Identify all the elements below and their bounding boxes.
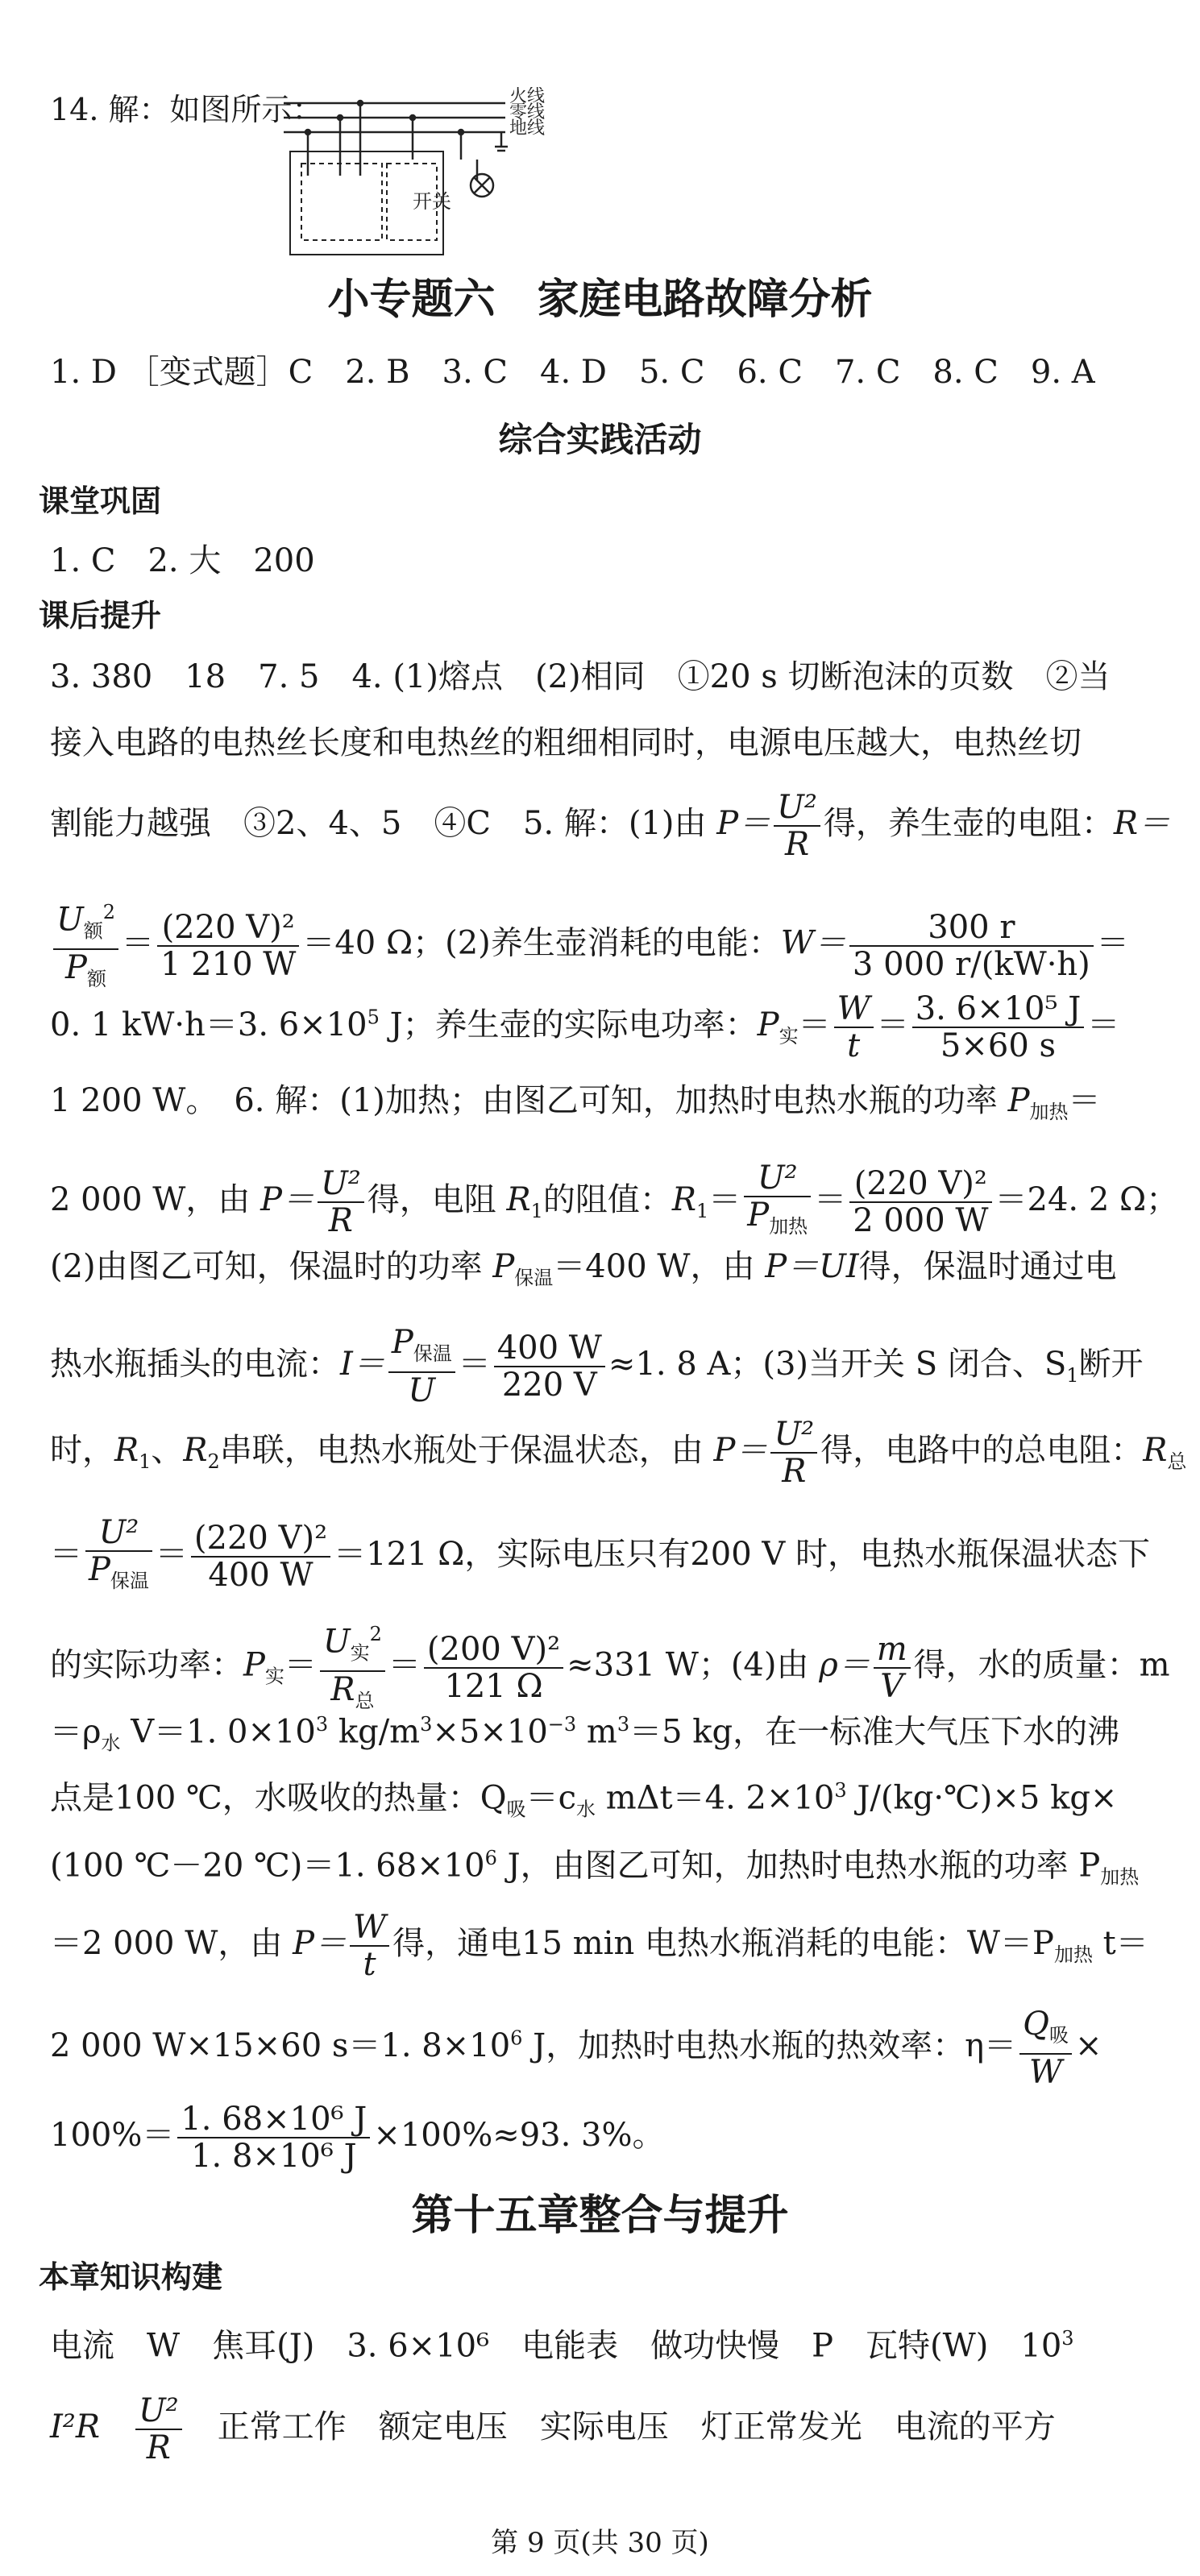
- topic6-answers: 1. D ［变式题］C 2. B 3. C 4. D 5. C 6. C 7. C 8. C 9. A: [50, 354, 1095, 391]
- circuit-diagram: [284, 87, 574, 260]
- line-10: 时，$R_1$、$R_2$串联，电热水瓶处于保温状态，由 P＝ $\frac{\text{U²}}{R}$ 得，电路中的总电阻：$R_总$: [50, 1416, 1187, 1490]
- knowledge-row-1: 电流 W 焦耳(J) 3. 6×10⁶ 电能表 做功快慢 P 瓦特(W) $10^3$: [50, 2327, 1074, 2365]
- after-label: 课后提升: [39, 598, 162, 633]
- activity-title: 综合实践活动: [498, 420, 702, 459]
- line-2: 接入电路的电热丝长度和电热丝的粗细相同时，电源电压越大，电热丝切: [50, 724, 1082, 761]
- line-17: 2 000 W×15×60 s＝1. $8\times 10^6$ J，加热时电热水瓶的热效率：η＝ $\frac{Q_吸}{W}$ ×: [50, 2006, 1102, 2091]
- line-5: 0. 1 kW·h＝3. $6\times 10^5$ J；养生壶的实际电功率：$P_实=$ $\frac{W}{t}$ ＝ $\frac{\text{3. 6×10⁵ J}}{5\times 60 s}$ ＝: [50, 990, 1120, 1064]
- neutral-label: 零线: [509, 102, 546, 122]
- line-12: 的实际功率：$P_实=$ $\frac{U_实^2}{R_总}$ ＝ $\frac{\text{(200 V)²}}{121 \Omega}$ ≈331 W；(4)由 ρ＝ $\frac{m}{V}$ 得，水的质量：m: [50, 1616, 1170, 1719]
- page-footer: 第 9 页(共 30 页): [491, 2527, 709, 2559]
- line-1: 3. 380 18 7. 5 4. (1)熔点 (2)相同 ①20 s 切断泡沫的页数 ②当: [50, 658, 1111, 695]
- line-4: $\frac{U_额^2}{P_额}$ ＝ $\frac{\text{(220 V)²}}{1 210 W}$ ＝40 Ω；(2)养生壶消耗的电能：W＝ $\frac{300 r}{3 000 r/(kW\cdot h)}$ ＝: [50, 894, 1129, 997]
- line-6: 1 200 W。 6. 解：(1)加热；由图乙可知，加热时电热水瓶的功率 $P_{加热}=$: [50, 1082, 1101, 1123]
- class-answers: 1. C 2. 大 200: [50, 542, 315, 579]
- line-9: 热水瓶插头的电流：I＝ $\frac{P_{保温}}{U}$ ＝ $\frac{400 W}{220 V}$ ≈1. 8 A；(3)当开关 S 闭合、$S_1$断开: [50, 1324, 1144, 1409]
- line-18: 100%＝ $\frac{\text{1. 68×10⁶ J}}{\text{1. 8×10⁶ J}}$ ×100%≈93. 3%。: [50, 2101, 665, 2175]
- chapter15-section: 本章知识构建: [39, 2259, 223, 2295]
- q14-prefix: 14. 解：如图所示：: [50, 92, 323, 127]
- line-11: ＝ $\frac{\text{U²}}{P_{保温}}$ ＝ $\frac{\text{(220 V)²}}{400 W}$ ＝121 Ω，实际电压只有200 V 时，电热水瓶保温状态下: [50, 1514, 1151, 1594]
- line-16: ＝2 000 W，由 P＝ $\frac{W}{t}$ 得，通电15 min 电热水瓶消耗的电能：$W=P_{加热}$ t＝: [50, 1909, 1148, 1983]
- topic6-title: 小专题六 家庭电路故障分析: [327, 275, 873, 324]
- line-7: 2 000 W，由 P＝ $\frac{\text{U²}}{R}$ 得，电阻 $R_1$的阻值：$R_1=$ $\frac{\text{U²}}{P_{加热}}$ ＝ $\frac{\text{(220 V)²}}{2 000 W}$ ＝24. 2 Ω；: [50, 1159, 1179, 1239]
- line-8: (2)由图乙可知，保温时的功率 $P_{保温}=400$ W，由 P＝UI得，保温时通过电: [50, 1248, 1117, 1289]
- line-15: (100 ℃－20 ℃)＝1. $68\times 10^6$ J，由图乙可知，加热时电热水瓶的功率 $P_{加热}$: [50, 1847, 1140, 1889]
- line-13: $=\rho_水$ V＝1. $0\times 10^3$ $kg/m^3\times 5\times 10^{-3}$ $m^3=5$ kg，在一标准大气压下水的沸: [50, 1713, 1120, 1755]
- chapter15-title: 第十五章整合与提升: [411, 2191, 789, 2240]
- line-3: 割能力越强 ③2、4、5 ④C 5. 解：(1)由 P＝ $\frac{\text{U²}}{R}$ 得，养生壶的电阻：R＝: [50, 789, 1171, 863]
- live-label: 火线: [509, 87, 546, 106]
- knowledge-row-2: I²R $\frac{\text{U²}}{R}$ 正常工作 额定电压 实际电压 灯正常发光 电流的平方: [50, 2392, 1056, 2466]
- switch-label: 开关: [413, 190, 451, 213]
- class-label: 课堂巩固: [39, 483, 162, 519]
- line-14: 点是100 ℃，水吸收的热量：$Q_吸=c_水$ mΔt＝4. $2\times 10^3$ J/(kg·℃)×5 kg×: [50, 1779, 1118, 1821]
- ground-label: 地线: [509, 118, 546, 139]
